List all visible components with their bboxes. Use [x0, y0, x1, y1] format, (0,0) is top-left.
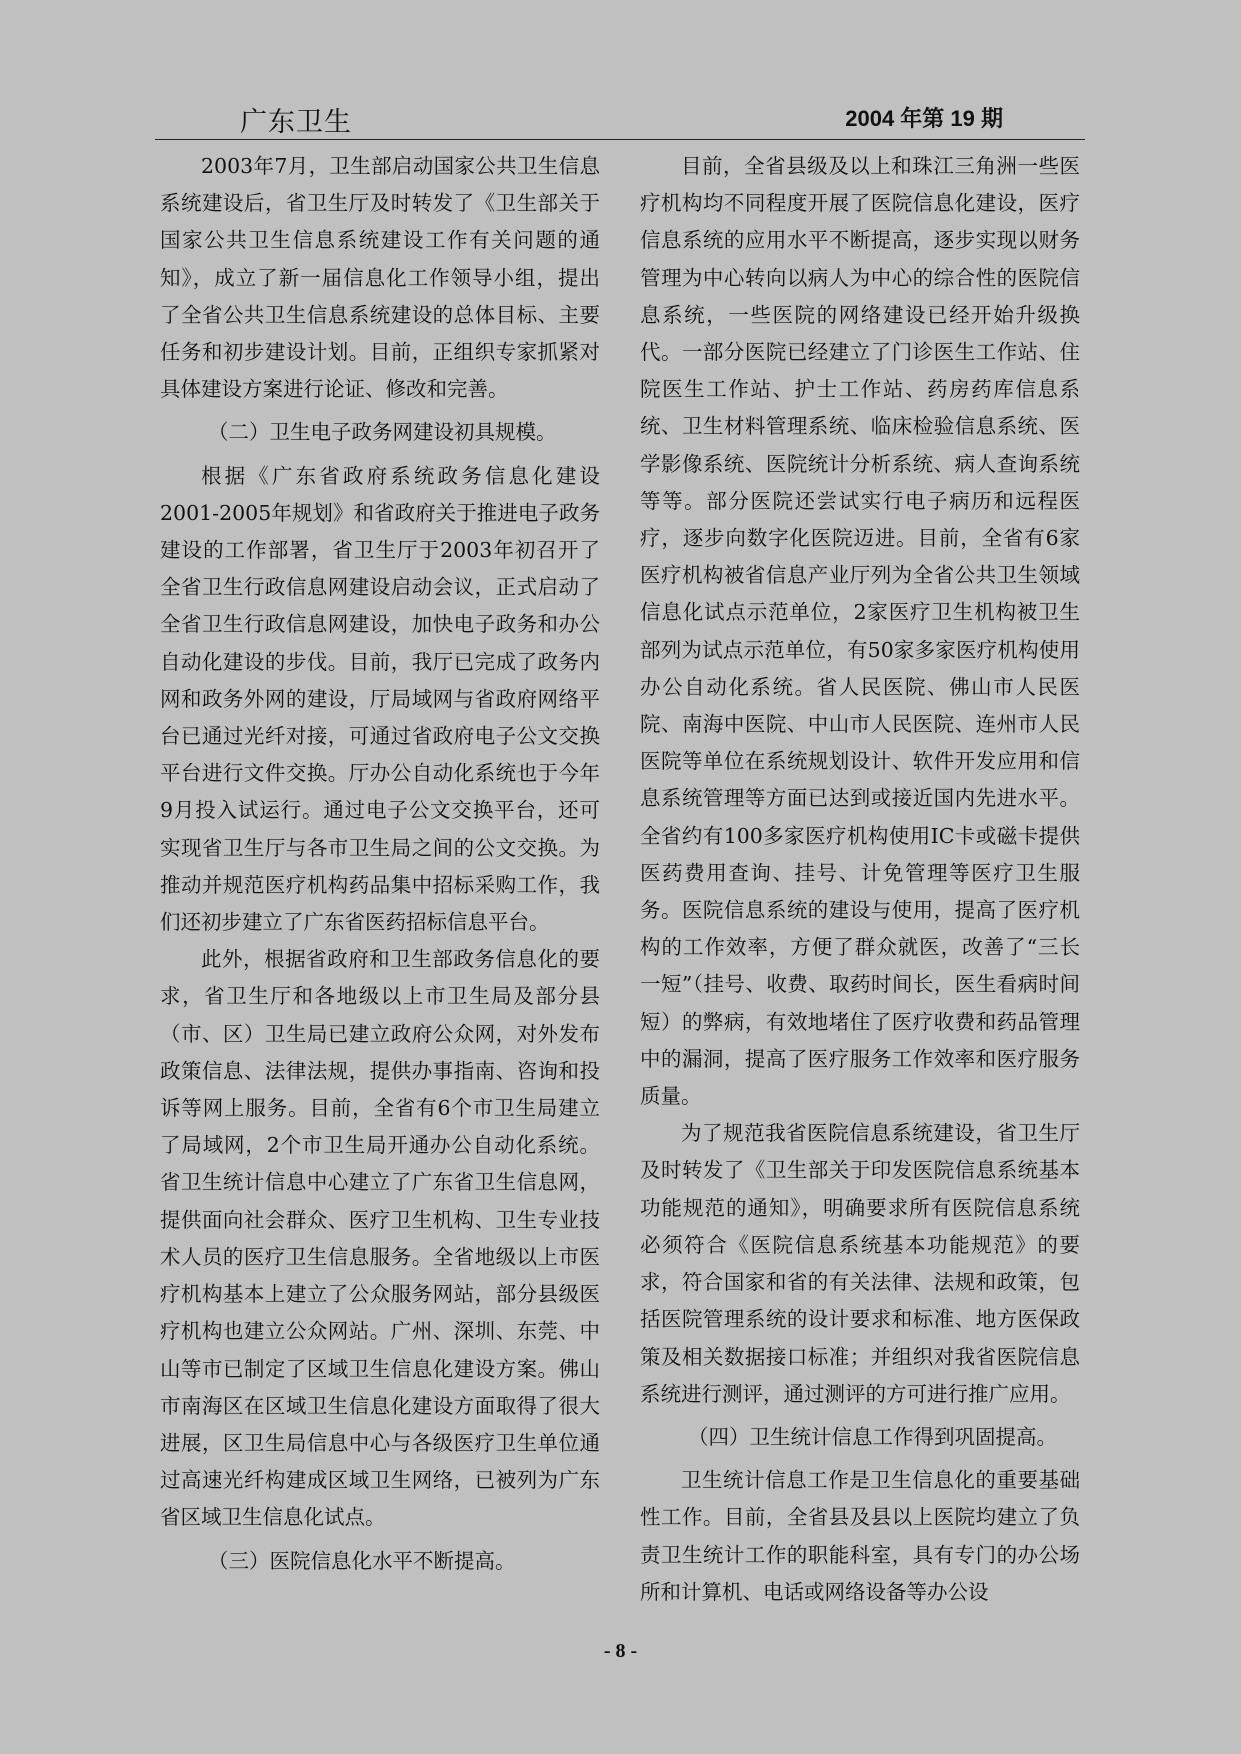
page-number-text: - 8 -: [603, 1640, 638, 1662]
paragraph: 目前，全省县级及以上和珠江三角洲一些医疗机构均不同程度开展了医院信息化建设，医疗信息系统的应用水平不断提高，逐步实现以财务管理为中心转向以病人为中心的综合性的医院信息系统，一些医院的网络建设已经开始升级换代。一部分医院已经建立了门诊医生工作站、住院医生工作站、护士工作站、药房药库信息系统、卫生材料管理系统、临床检验信息系统、医学影像系统、医院统计分析系统、病人查询系统等等。部分医院还尝试实行电子病历和远程医疗，逐步向数字化医院迈进。目前，全省有6家医疗机构被省信息产业厅列为全省公共卫生领域信息化试点示范单位，2家医疗卫生机构被卫生部列为试点示范单位，有50家多家医疗机构使用办公自动化系统。省人民医院、佛山市人民医院、南海中医院、中山市人民医院、连州市人民医院等单位在系统规划设计、软件开发应用和信息系统管理等方面已达到或接近国内先进水平。全省约有100多家医疗机构使用IC卡或磁卡提供医药费用查询、挂号、计免管理等医疗卫生服务。医院信息系统的建设与使用，提高了医疗机构的工作效率，方便了群众就医，改善了“三长一短”（挂号、收费、取药时间长，医生看病时间短）的弊病，有效地堵住了医疗收费和药品管理中的漏洞，提高了医疗服务工作效率和医疗服务质量。: [640, 154, 1080, 1109]
right-column: [640, 148, 1080, 1611]
section-heading: （四）卫生统计信息工作得到巩固提高。: [688, 1424, 1057, 1449]
paragraph: 根据《广东省政府系统政务信息化建设2001-2005年规划》和省政府关于推进电子政务建设的工作部署，省卫生厅于2003年初召开了全省卫生行政信息网建设启动会议，正式启动了全省卫生行政信息网建设，加快电子政务和办公自动化建设的步伐。目前，我厅已完成了政务内网和政务外网的建设，厅局域网与省政府网络平台已通过光纤对接，可通过省政府电子公文交换平台进行文件交换。厅办公自动化系统也于今年9月投入试运行。通过电子公文交换平台，还可实现省卫生厅与各市卫生局之间的公文交换。为推动并规范医疗机构药品集中招标采购工作，我们还初步建立了广东省医药招标信息平台。: [160, 463, 600, 935]
page-number: [0, 1640, 1241, 1663]
issue-label: 2004 年第 19 期: [845, 106, 1003, 131]
paragraph: 此外，根据省政府和卫生部政务信息化的要求，省卫生厅和各地级以上市卫生局及部分县（市、区）卫生局已建立政府公众网，对外发布政策信息、法律法规，提供办事指南、咨询和投诉等网上服务。目前，全省有6个市卫生局建立了局域网，2个市卫生局开通办公自动化系统。省卫生统计信息中心建立了广东省卫生信息网，提供面向社会群众、医疗卫生机构、卫生专业技术人员的医疗卫生信息服务。全省地级以上市医疗机构基本上建立了公众服务网站，部分县级医疗机构也建立公众网站。广州、深圳、东莞、中山等市已制定了区域卫生信息化建设方案。佛山市南海区在区域卫生信息化建设方面取得了很大进展，区卫生局信息中心与各级医疗卫生单位通过高速光纤构建成区域卫生网络，已被列为广东省区域卫生信息化试点。: [160, 947, 600, 1530]
left-column: [160, 148, 600, 1586]
paragraph: 卫生统计信息工作是卫生信息化的重要基础性工作。目前，全省县及县以上医院均建立了负责卫生统计工作的职能科室，具有专门的办公场所和计算机、电话或网络设备等办公设: [640, 1468, 1080, 1604]
section-heading: （二）卫生电子政务网建设初具规模。: [208, 420, 557, 445]
journal-title: 广东卫生: [240, 107, 352, 138]
paragraph: 为了规范我省医院信息系统建设，省卫生厅及时转发了《卫生部关于印发医院信息系统基本功能规范的通知》，明确要求所有医院信息系统必须符合《医院信息系统基本功能规范》的要求，符合国家和省的有关法律、法规和政策，包括医院管理系统的设计要求和标准、地方医保政策及相关数据接口标准；并组织对我省医院信息系统进行测评，通过测评的方可进行推广应用。: [640, 1121, 1080, 1406]
page-header: [155, 96, 1085, 140]
section-heading: （三）医院信息化水平不断提高。: [208, 1548, 516, 1573]
paragraph: 2003年7月，卫生部启动国家公共卫生信息系统建设后，省卫生厅及时转发了《卫生部关于国家公共卫生信息系统建设工作有关问题的通知》，成立了新一届信息化工作领导小组，提出了全省公共卫生信息系统建设的总体目标、主要任务和初步建设计划。目前，正组织专家抓紧对具体建设方案进行论证、修改和完善。: [160, 154, 600, 402]
header-rule: [155, 139, 1085, 140]
